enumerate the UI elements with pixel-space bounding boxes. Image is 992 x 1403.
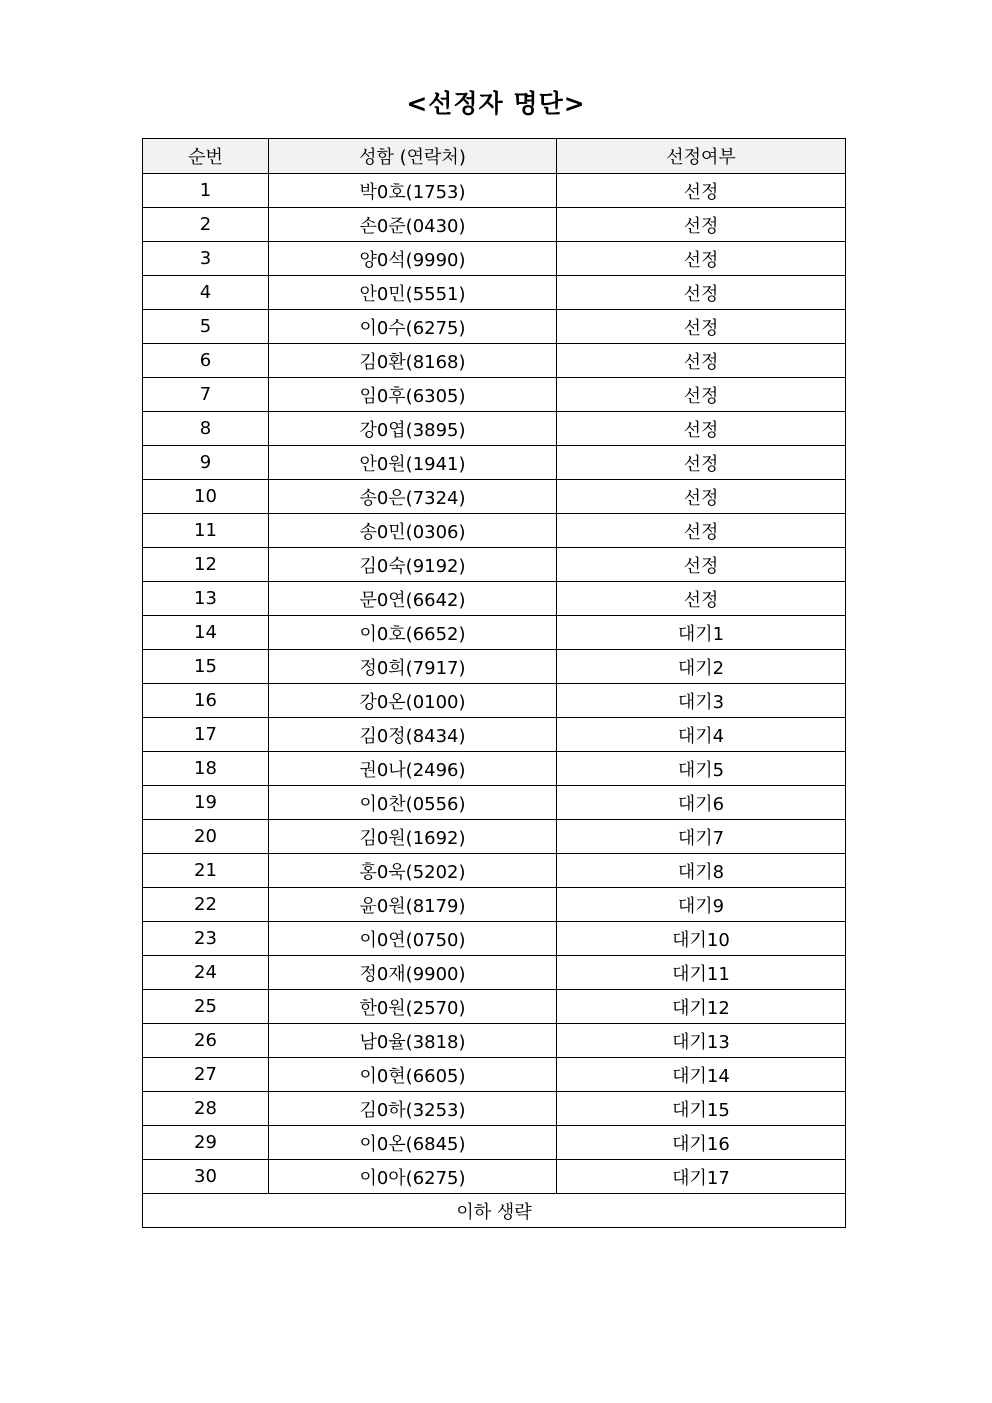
footer-note: 이하 생략 — [143, 1194, 846, 1228]
row-selection-status: 대기4 — [557, 718, 846, 752]
row-selection-status: 대기13 — [557, 1024, 846, 1058]
row-name-contact: 김0환(8168) — [269, 344, 557, 378]
row-number: 15 — [143, 650, 269, 684]
row-selection-status: 선정 — [557, 446, 846, 480]
row-name-contact: 정0재(9900) — [269, 956, 557, 990]
row-name-contact: 강0온(0100) — [269, 684, 557, 718]
row-name-contact: 남0율(3818) — [269, 1024, 557, 1058]
table-row — [143, 718, 846, 752]
table-row — [143, 616, 846, 650]
row-selection-status: 대기6 — [557, 786, 846, 820]
row-number: 3 — [143, 242, 269, 276]
table-row — [143, 344, 846, 378]
table-row — [143, 854, 846, 888]
row-selection-status: 대기15 — [557, 1092, 846, 1126]
row-name-contact: 이0현(6605) — [269, 1058, 557, 1092]
row-number: 29 — [143, 1126, 269, 1160]
table-row — [143, 446, 846, 480]
row-name-contact: 문0연(6642) — [269, 582, 557, 616]
row-name-contact: 김0원(1692) — [269, 820, 557, 854]
row-name-contact: 김0하(3253) — [269, 1092, 557, 1126]
row-number: 28 — [143, 1092, 269, 1126]
header-selection-status: 선정여부 — [557, 139, 846, 174]
row-selection-status: 선정 — [557, 548, 846, 582]
table-row — [143, 752, 846, 786]
table-row — [143, 1160, 846, 1194]
row-selection-status: 대기2 — [557, 650, 846, 684]
table-row — [143, 412, 846, 446]
row-name-contact: 송0민(0306) — [269, 514, 557, 548]
row-selection-status: 대기7 — [557, 820, 846, 854]
row-number: 17 — [143, 718, 269, 752]
table-row — [143, 990, 846, 1024]
row-name-contact: 이0호(6652) — [269, 616, 557, 650]
row-number: 10 — [143, 480, 269, 514]
table-row — [143, 684, 846, 718]
row-number: 22 — [143, 888, 269, 922]
table-row — [143, 480, 846, 514]
table-row — [143, 786, 846, 820]
row-selection-status: 대기9 — [557, 888, 846, 922]
row-selection-status: 대기17 — [557, 1160, 846, 1194]
row-selection-status: 선정 — [557, 582, 846, 616]
row-number: 6 — [143, 344, 269, 378]
table-footer-row — [143, 1194, 846, 1228]
table-row — [143, 310, 846, 344]
table-row — [143, 582, 846, 616]
row-name-contact: 이0아(6275) — [269, 1160, 557, 1194]
row-number: 8 — [143, 412, 269, 446]
row-number: 24 — [143, 956, 269, 990]
header-name-contact: 성함 (연락처) — [269, 139, 557, 174]
row-name-contact: 김0숙(9192) — [269, 548, 557, 582]
row-name-contact: 이0찬(0556) — [269, 786, 557, 820]
header-number: 순번 — [143, 139, 269, 174]
row-number: 14 — [143, 616, 269, 650]
row-name-contact: 이0온(6845) — [269, 1126, 557, 1160]
table-row — [143, 888, 846, 922]
table-row — [143, 820, 846, 854]
row-name-contact: 정0희(7917) — [269, 650, 557, 684]
table-row — [143, 208, 846, 242]
row-name-contact: 박0호(1753) — [269, 174, 557, 208]
row-selection-status: 대기5 — [557, 752, 846, 786]
row-selection-status: 대기3 — [557, 684, 846, 718]
table-row — [143, 1092, 846, 1126]
table-row — [143, 514, 846, 548]
row-number: 4 — [143, 276, 269, 310]
row-name-contact: 안0민(5551) — [269, 276, 557, 310]
table-row — [143, 650, 846, 684]
row-name-contact: 손0준(0430) — [269, 208, 557, 242]
row-name-contact: 권0나(2496) — [269, 752, 557, 786]
row-number: 1 — [143, 174, 269, 208]
row-name-contact: 윤0원(8179) — [269, 888, 557, 922]
row-selection-status: 대기8 — [557, 854, 846, 888]
row-number: 23 — [143, 922, 269, 956]
row-selection-status: 대기14 — [557, 1058, 846, 1092]
row-number: 20 — [143, 820, 269, 854]
row-selection-status: 대기10 — [557, 922, 846, 956]
table-row — [143, 922, 846, 956]
row-number: 11 — [143, 514, 269, 548]
row-selection-status: 대기12 — [557, 990, 846, 1024]
row-selection-status: 선정 — [557, 242, 846, 276]
table-row — [143, 1058, 846, 1092]
table-row — [143, 378, 846, 412]
row-number: 13 — [143, 582, 269, 616]
row-number: 30 — [143, 1160, 269, 1194]
table-header-row — [143, 139, 846, 174]
page-title: <선정자 명단> — [406, 89, 586, 118]
row-name-contact: 김0정(8434) — [269, 718, 557, 752]
row-selection-status: 선정 — [557, 514, 846, 548]
row-selection-status: 선정 — [557, 208, 846, 242]
table-row — [143, 276, 846, 310]
row-selection-status: 대기11 — [557, 956, 846, 990]
selection-table — [142, 138, 846, 1228]
row-number: 19 — [143, 786, 269, 820]
row-selection-status: 선정 — [557, 378, 846, 412]
row-selection-status: 대기1 — [557, 616, 846, 650]
row-name-contact: 임0후(6305) — [269, 378, 557, 412]
row-number: 7 — [143, 378, 269, 412]
row-selection-status: 선정 — [557, 480, 846, 514]
table-row — [143, 242, 846, 276]
row-selection-status: 선정 — [557, 276, 846, 310]
row-number: 25 — [143, 990, 269, 1024]
row-number: 5 — [143, 310, 269, 344]
row-selection-status: 대기16 — [557, 1126, 846, 1160]
row-name-contact: 홍0욱(5202) — [269, 854, 557, 888]
row-number: 12 — [143, 548, 269, 582]
row-number: 18 — [143, 752, 269, 786]
row-name-contact: 이0연(0750) — [269, 922, 557, 956]
row-name-contact: 송0은(7324) — [269, 480, 557, 514]
table-row — [143, 1024, 846, 1058]
table-row — [143, 548, 846, 582]
row-name-contact: 양0석(9990) — [269, 242, 557, 276]
row-selection-status: 선정 — [557, 174, 846, 208]
table-body — [143, 174, 846, 1194]
row-name-contact: 안0원(1941) — [269, 446, 557, 480]
row-selection-status: 선정 — [557, 344, 846, 378]
row-name-contact: 이0수(6275) — [269, 310, 557, 344]
row-number: 26 — [143, 1024, 269, 1058]
row-number: 27 — [143, 1058, 269, 1092]
row-selection-status: 선정 — [557, 412, 846, 446]
row-number: 16 — [143, 684, 269, 718]
row-name-contact: 한0원(2570) — [269, 990, 557, 1024]
table-row — [143, 174, 846, 208]
table-row — [143, 1126, 846, 1160]
row-number: 21 — [143, 854, 269, 888]
row-name-contact: 강0엽(3895) — [269, 412, 557, 446]
table-row — [143, 956, 846, 990]
row-number: 9 — [143, 446, 269, 480]
row-selection-status: 선정 — [557, 310, 846, 344]
row-number: 2 — [143, 208, 269, 242]
